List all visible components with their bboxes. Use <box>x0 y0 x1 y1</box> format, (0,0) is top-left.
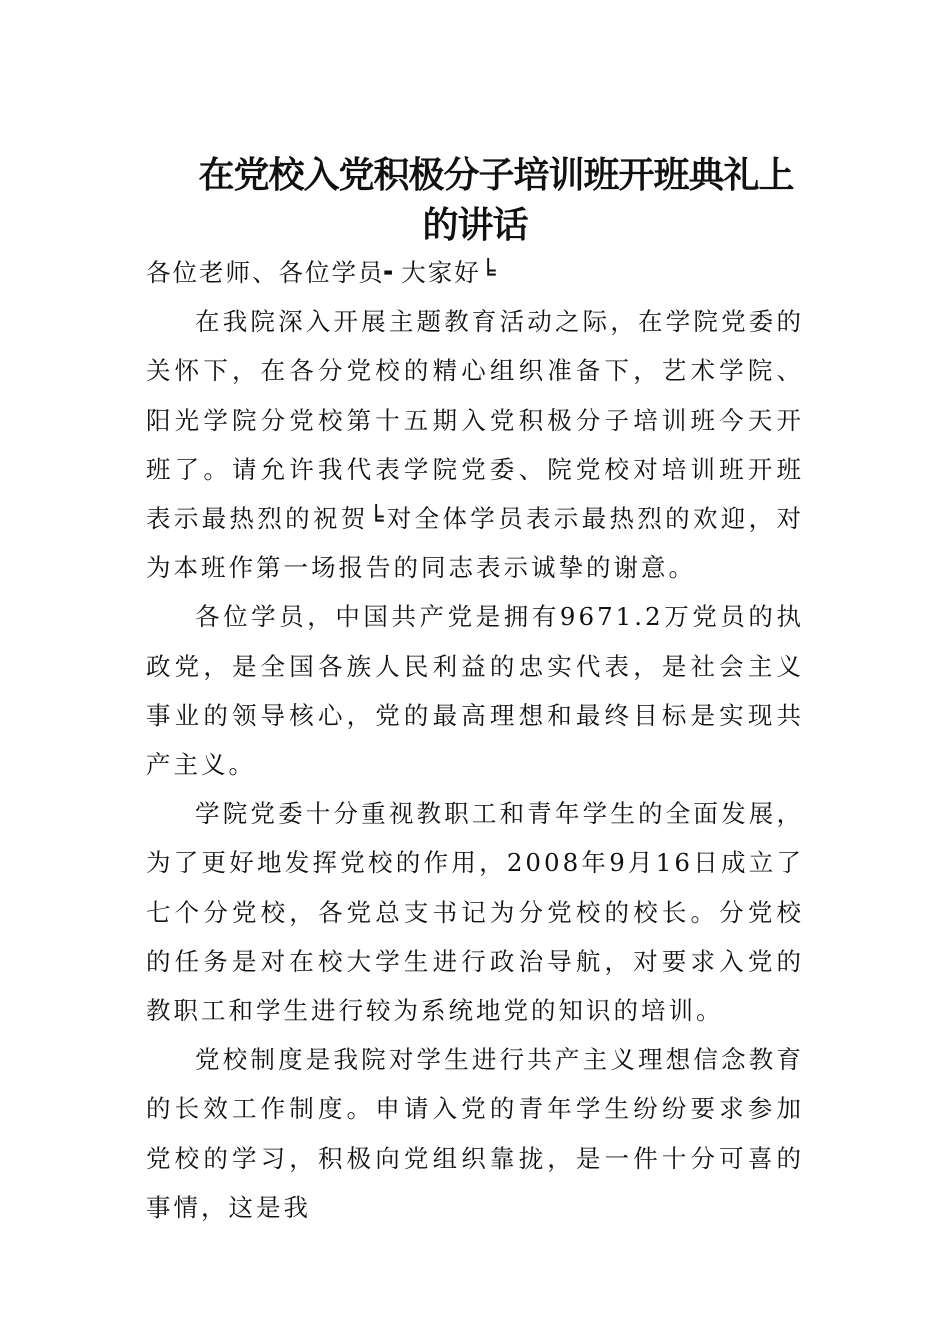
paragraph-1: 在我院深入开展主题教育活动之际，在学院党委的关怀下，在各分党校的精心组织准备下，艺术学院、阳光学院分党校第十五期入党积极分子培训班今天开班了。请允许我代表学院党委、院党校对培训班开班表示最热烈的祝贺╘对全体学员表示最热烈的欢迎，对为本班作第一场报告的同志表示诚挚的谢意。 <box>146 307 804 583</box>
paragraph-3: 学院党委十分重视教职工和青年学生的全面发展，为了更好地发挥党校的作用，2008年9月16日成立了七个分党校，各党总支书记为分党校的校长。分党校的任务是对在校大学生进行政治导航，对要求入党的教职工和学生进行较为系统地党的知识的培训。 <box>146 799 804 1026</box>
greeting: 各位老师、各位学员╸大家好╘ <box>146 258 498 287</box>
paragraph-2: 各位学员，中国共产党是拥有9671.2万党员的执政党，是全国各族人民利益的忠实代表，是社会主义事业的领导核心，党的最高理想和最终目标是实现共产主义。 <box>146 602 804 780</box>
title-line-2: 的讲话 <box>422 204 528 247</box>
paragraph-4: 党校制度是我院对学生进行共产主义理想信念教育的长效工作制度。申请入党的青年学生纷纷要求参加党校的学习，积极向党组织靠拢，是一件十分可喜的事情，这是我 <box>146 1045 804 1222</box>
title-line-1: 在党校入党积极分子培训班开班典礼上 <box>198 154 794 197</box>
document-body <box>146 248 804 1232</box>
document-title <box>150 150 800 250</box>
